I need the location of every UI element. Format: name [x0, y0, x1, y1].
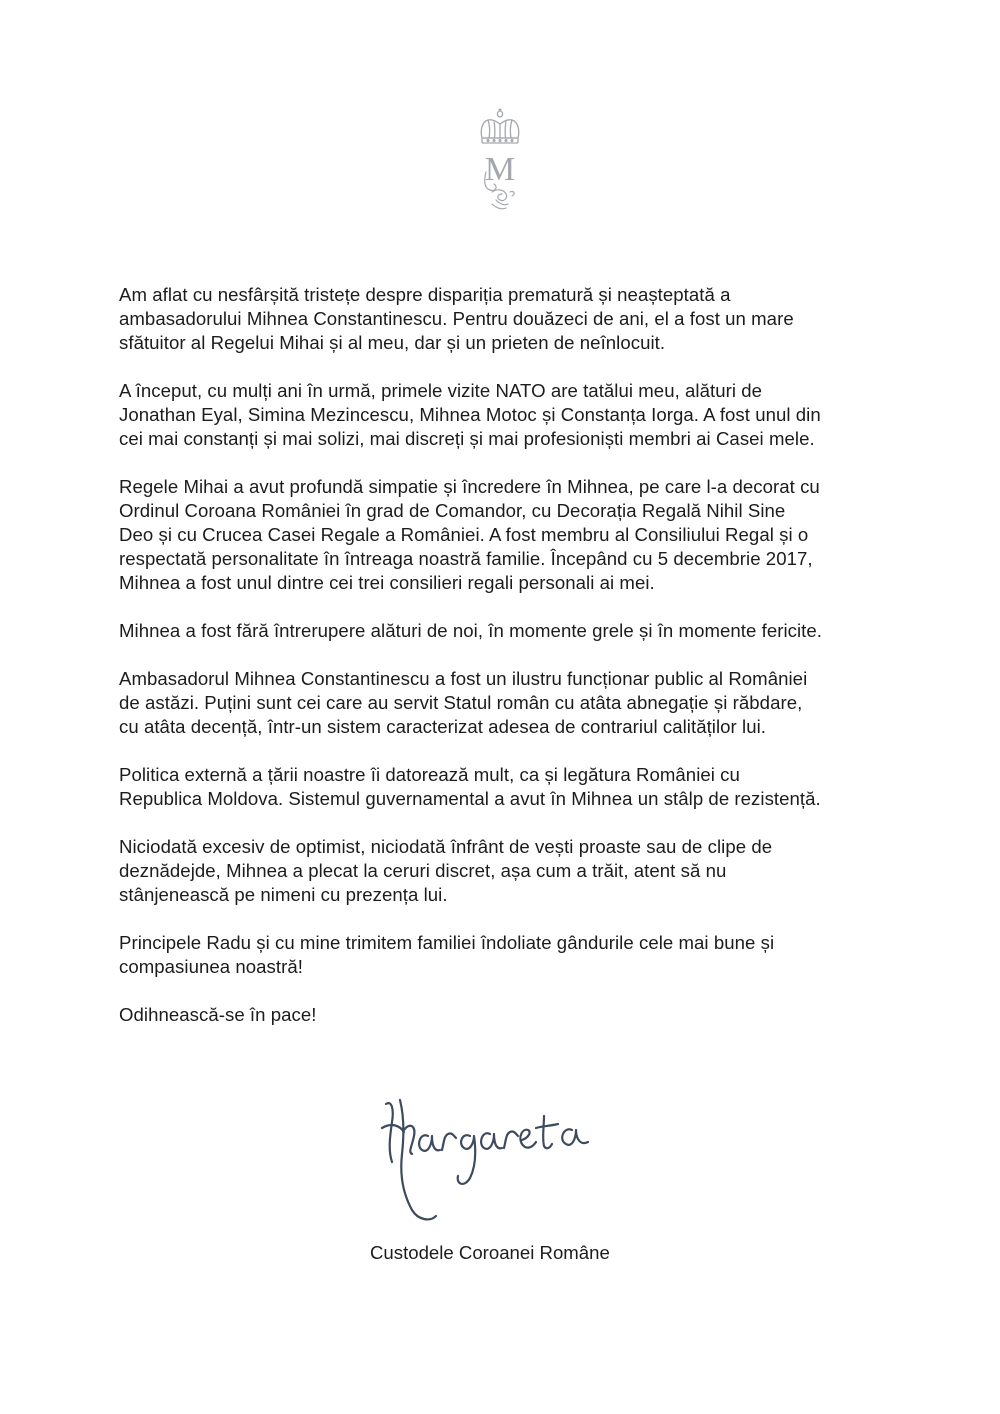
paragraph: Regele Mihai a avut profundă simpatie și încredere în Mihnea, pe care l-a decorat cu Ordinul Coroana României în grad de Comandor, cu Decorația Regală Nihil Sine Deo și cu Crucea Casei Regale a României. A fost membru al Consiliului Regal și o respectată personalitate în întreaga noastră familie. Începând cu 5 decembrie 2017, Mihnea a fost unul dintre cei trei consilieri regali personali ai mei. — [119, 476, 820, 593]
paragraph: A început, cu mulți ani în urmă, primele vizite NATO are tatălui meu, alături de Jonathan Eyal, Simina Mezincescu, Mihnea Motoc și Constanța Iorga. A fost unul din cei mai constanți și mai solizi, mai discreți și mai profesioniști membri ai Casei mele. — [119, 380, 821, 449]
paragraph: Odihnească-se în pace! — [119, 1004, 317, 1025]
paragraph: Mihnea a fost fără întrerupere alături de noi, în momente grele și în momente fericite. — [119, 620, 822, 641]
letter-body — [119, 283, 889, 1051]
crown-icon — [481, 109, 519, 144]
paragraph: Ambasadorul Mihnea Constantinescu a fost un ilustru funcționar public al României de astăzi. Puțini sunt cei care au servit Statul român cu atâta abnegație și răbdare, cu atâta decență, într-un sistem caracterizat adesea de contrariul calităților lui. — [119, 668, 808, 737]
paragraph: Niciodată excesiv de optimist, niciodată înfrânt de vești proaste sau de clipe de deznădejde, Mihnea a plecat la ceruri discret, așa cum a trăit, atent să nu stânjenească pe nimeni cu prezența lui. — [119, 836, 773, 905]
royal-monogram-logo — [470, 108, 530, 212]
monogram-letter: M — [484, 151, 516, 188]
paragraph: Politica externă a țării noastre îi datorează mult, ca și legătura României cu Republica Moldova. Sistemul guvernamental a avut în Mihnea un stâlp de rezistență. — [119, 764, 821, 809]
paragraph: Am aflat cu nesfârșită tristețe despre dispariția prematură și neașteptată a ambasadorului Mihnea Constantinescu. Pentru douăzeci de ani, el a fost un mare sfătuitor al Regelui Mihai și al meu, dar și un prieten de neînlocuit. — [119, 284, 794, 353]
paragraph: Principele Radu și cu mine trimitem familiei îndoliate gândurile cele mai bune și compasiunea noastră! — [119, 932, 775, 977]
handwritten-signature — [378, 1092, 618, 1227]
closing-title: Custodele Coroanei Române — [370, 1242, 610, 1263]
